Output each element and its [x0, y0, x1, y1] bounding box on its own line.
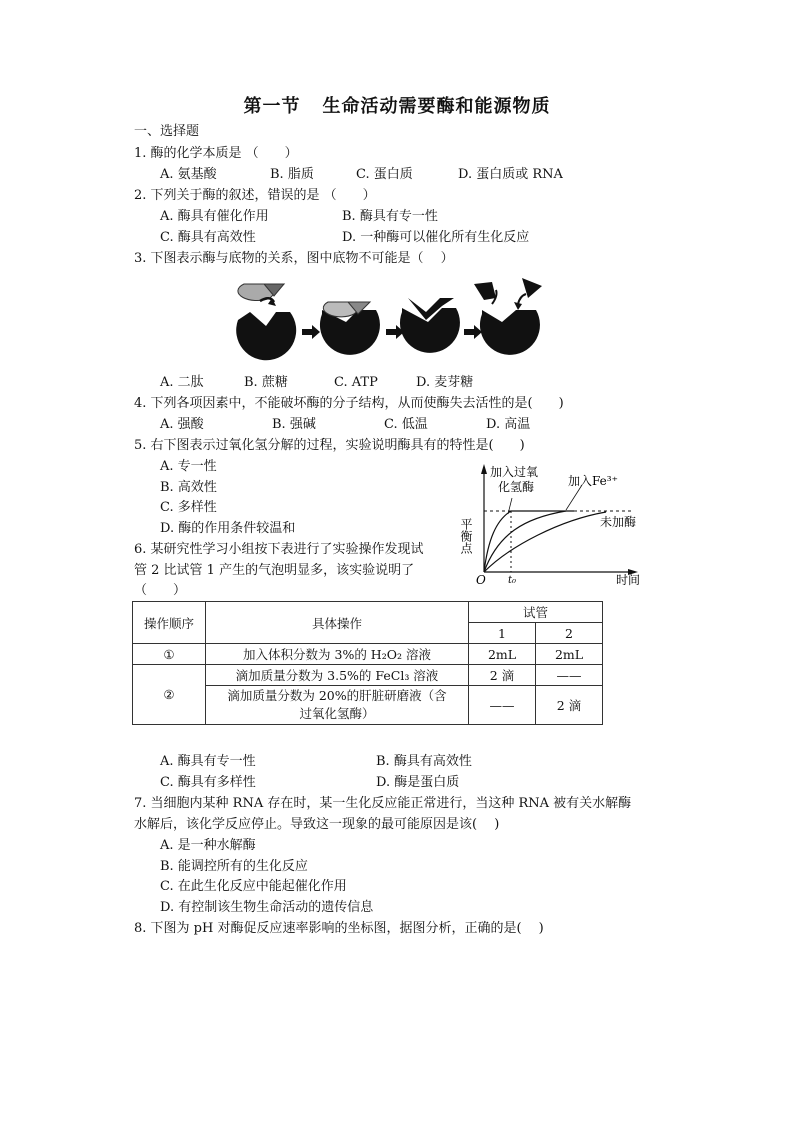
row3-tube-2: 2 滴 — [536, 686, 603, 725]
q6-option-b: B. 酶具有高效性 — [376, 754, 472, 769]
t0-label: t₀ — [508, 575, 517, 586]
header-order: 操作顺序 — [133, 602, 206, 644]
q4-option-b: B. 强碱 — [272, 417, 316, 432]
q7-option-a: A. 是一种水解酶 — [160, 838, 256, 853]
row2-tube-1: 2 滴 — [469, 665, 536, 686]
row3-operation — [206, 686, 469, 725]
row1-tube-2: 2mL — [536, 644, 603, 665]
q6-option-c: C. 酶具有多样性 — [160, 775, 256, 790]
header-operation: 具体操作 — [206, 602, 469, 644]
q5-option-c: C. 多样性 — [160, 500, 217, 515]
enzyme-stage-4 — [474, 278, 542, 355]
row2-order: ② — [133, 665, 206, 725]
row2-tube-2: —— — [536, 665, 603, 686]
label-fe3: 加入Fe³⁺ — [568, 474, 618, 488]
curve-catalase — [484, 511, 574, 572]
q2-option-d: D. 一种酶可以催化所有生化反应 — [342, 230, 530, 245]
label-no-enzyme: 未加酶 — [600, 515, 637, 529]
q8-stem: 8. 下图为 pH 对酶促反应速率影响的坐标图，据图分析，正确的是( ) — [134, 921, 544, 936]
q5-option-a: A. 专一性 — [160, 459, 217, 474]
title-section: 第一节 — [243, 96, 301, 117]
q7-option-b: B. 能调控所有的生化反应 — [160, 859, 308, 874]
row1-tube-1: 2mL — [469, 644, 536, 665]
q3-option-b: B. 蔗糖 — [244, 375, 288, 390]
q1-stem: 1. 酶的化学本质是 （ ） — [134, 146, 298, 161]
q3-option-a: A. 二肽 — [160, 375, 204, 390]
q4-stem: 4. 下列各项因素中，不能破坏酶的分子结构，从而使酶失去活性的是( ) — [134, 396, 564, 411]
q4-option-d: D. 高温 — [486, 417, 531, 432]
q7-stem-2: 水解后，该化学反应停止。导致这一现象的最可能原因是该( ) — [134, 817, 500, 832]
q6-stem-2: 管 2 比试管 1 产生的气泡明显多，该实验说明了 — [134, 563, 415, 578]
label-catalase-2: 化氢酶 — [498, 480, 535, 494]
enzyme-substrate-diagram — [230, 274, 550, 368]
x-axis-label: 时间 — [616, 573, 641, 587]
enzyme-stage-3 — [400, 298, 460, 353]
q7-option-c: C. 在此生化反应中能起催化作用 — [160, 879, 347, 894]
row3-tube-1: —— — [469, 686, 536, 725]
title-topic: 生命活动需要酶和能源物质 — [322, 96, 551, 117]
enzyme-stage-1 — [236, 284, 296, 360]
q5-option-d: D. 酶的作用条件较温和 — [160, 521, 296, 536]
q4-option-c: C. 低温 — [384, 417, 428, 432]
origin-label: O — [476, 573, 486, 587]
header-tube: 试管 — [469, 602, 603, 623]
q6-stem-3: （ ） — [134, 583, 187, 598]
q2-option-c: C. 酶具有高效性 — [160, 230, 256, 245]
experiment-table — [132, 601, 603, 725]
header-tube-2: 2 — [536, 623, 603, 644]
row1-operation: 加入体积分数为 3%的 H₂O₂ 溶液 — [206, 644, 469, 665]
q3-option-c: C. ATP — [334, 375, 378, 390]
q3-option-d: D. 麦芽糖 — [416, 375, 474, 390]
arrow-icon — [302, 325, 320, 339]
q2-option-a: A. 酶具有催化作用 — [160, 209, 269, 224]
y-axis-arrow — [481, 464, 487, 474]
row1-order: ① — [133, 644, 206, 665]
q4-option-a: A. 强酸 — [160, 417, 204, 432]
q6-option-a: A. 酶具有专一性 — [160, 754, 256, 769]
enzyme-stage-2 — [320, 302, 380, 355]
q1-option-a: A. 氨基酸 — [160, 167, 217, 182]
row2-operation: 滴加质量分数为 3.5%的 FeCl₃ 溶液 — [206, 665, 469, 686]
q1-option-c: C. 蛋白质 — [356, 167, 413, 182]
q1-option-b: B. 脂质 — [270, 167, 314, 182]
q6-stem-1: 6. 某研究性学习小组按下表进行了实验操作发现试 — [134, 542, 424, 557]
label-catalase-1: 加入过氧 — [490, 465, 539, 479]
y-axis-label: 平衡点 — [459, 518, 473, 554]
curve-no-enzyme — [484, 512, 606, 572]
q5-option-b: B. 高效性 — [160, 480, 217, 495]
q1-option-d: D. 蛋白质或 RNA — [458, 167, 563, 182]
q3-stem: 3. 下图表示酶与底物的关系，图中底物不可能是（ ） — [134, 251, 454, 266]
leader-line — [566, 485, 582, 510]
q7-option-d: D. 有控制该生物生命活动的遗传信息 — [160, 900, 374, 915]
q6-option-d: D. 酶是蛋白质 — [376, 775, 460, 790]
row3-operation-line-2: 过氧化氢酶） — [299, 706, 375, 721]
q2-option-b: B. 酶具有专一性 — [342, 209, 438, 224]
q5-stem: 5. 右下图表示过氧化氢分解的过程，实验说明酶具有的特性是( ) — [134, 438, 525, 453]
page-title — [0, 92, 794, 118]
h2o2-decomposition-graph — [454, 460, 654, 590]
header-tube-1: 1 — [469, 623, 536, 644]
section-heading: 一、选择题 — [134, 124, 200, 139]
arrow-icon — [464, 325, 482, 339]
row3-operation-line-1: 滴加质量分数为 20%的肝脏研磨液（含 — [227, 688, 447, 703]
q2-stem: 2. 下列关于酶的叙述，错误的是 （ ） — [134, 188, 376, 203]
q7-stem-1: 7. 当细胞内某种 RNA 存在时，某一生化反应能正常进行，当这种 RNA 被有关水解酶 — [134, 796, 632, 811]
